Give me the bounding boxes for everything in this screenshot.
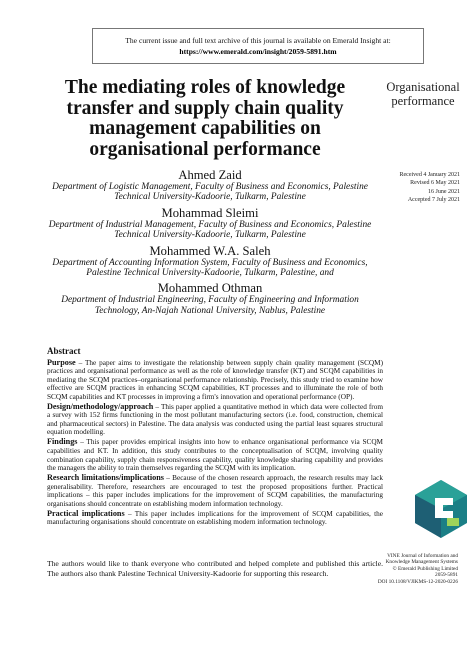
author-name: Ahmed Zaid [178,168,242,182]
section-label: Findings [47,437,78,447]
abstract-section [47,438,383,472]
author-name: Mohammed Othman [157,281,263,296]
date-received: Received 4 January 2021 [399,172,460,178]
journal-line: © Emerald Publishing Limited [392,565,458,572]
date-revised: Revised 6 May 2021 [410,180,460,187]
crossmark-icon[interactable] [413,478,469,540]
section-text: – Because of the chosen research approach, the research results may lack generalisability. Therefore, researchers are encouraged to test the proposed propositions further. Practical implications – this paper includes implications for the improvement of SCQM capabilities, the manufacturing organisations should concentrate on establishing modern information technology. [47,474,383,508]
abstract-section [47,510,383,527]
section-text: – This paper provides empirical insights into how to enhance organisational performance via SCQM capabilities and KT. In addition, this study contributes to the conceptualisation of SCQM, involving quality combination capability, supply chain responsiveness capability, quality knowledge sharing capability and provides the managers the ability to train themselves regarding the SCQM with its implication. [47,438,383,473]
abstract-section [47,403,383,437]
author-name: Mohammad Sleimi [161,205,259,220]
abstract-section [47,359,383,402]
author-affiliation: Department of Industrial Engineering, Faculty of Engineering and Information Technology, An-Najah National University, Nablus, Palestine [61,295,359,316]
section-label: Design/methodology/approach [47,401,154,411]
journal-line: 2059-5891 [435,572,458,579]
author-list [40,168,380,319]
section-label: Purpose [47,357,76,367]
section-label: Practical implications [47,508,125,518]
access-notice-text: The current issue and full text archive of this journal is available on Emerald Insight at: [125,36,391,45]
journal-url-link[interactable]: https://www.emerald.com/insight/2059-5891.htm [179,47,337,56]
date-revised-2: 16 June 2021 [428,188,460,195]
section-text: – The paper aims to investigate the relationship between supply chain quality management (SCQM) practices and organisational performance as well as the role of knowledge transfer (KT) and SCQM capabilities in mediating the SCQM practices–organisational performance relationship. Precisely, this study tried to examine how effective are SCQM practices in enhancing SCQM capabilities, KT processes and to illuminate the role of both SCQM capabilities and KT processes in improving a firm's innovation and operational performance (OP). [47,358,383,401]
access-notice [92,28,424,64]
crossmark-icon-graphic [413,478,469,540]
author-name: Mohammed W.A. Saleh [149,243,271,258]
doi-link[interactable]: DOI 10.1108/VJIKMS-12-2020-0226 [377,578,458,585]
abstract-section [47,474,383,508]
author-affiliation: Department of Industrial Management, Faculty of Business and Economics, Palestine Technical University-Kadoorie, Tulkarm, Palestine [48,219,372,241]
section-label: Research limitations/implications [47,473,164,483]
journal-line: Knowledge Management Systems [385,559,458,566]
section-text: – This paper includes implications for the improvement of SCQM capabilities, the manufacturing organisations should concentrate on establishing modern information technology. [47,509,383,527]
abstract [47,347,383,528]
date-accepted: Accepted 7 July 2021 [407,196,460,203]
running-head: Organisational performance [386,80,460,108]
author-affiliation: Department of Logistic Management, Faculty of Business and Economics, Palestine Technical University-Kadoorie, Tulkarm, Palestine [52,182,368,203]
journal-line: VINE Journal of Information and [387,553,458,559]
acknowledgement-footnote: The authors would like to thank everyone who contributed and helped complete and published this article. The authors also thank Palestine Technical University-Kadoorie for supporting this research. [47,559,383,578]
section-text: – This paper applied a quantitative method in which data were collected from a survey with 152 firms functioning in the most pollutant manufacturing sectors (i.e. food, construction, chemical and pharmaceutical sectors) in Palestine. The data analysis was conducted using the partial least squares structural equation modelling. [47,402,383,437]
author-affiliation: Department of Accounting Information System, Faculty of Business and Economics, Palestine Technical University-Kadoorie, Tulkarm, Palestine, and [52,257,368,279]
article-title: The mediating roles of knowledge transfer and supply chain quality management capabilities on organisational performance [64,77,346,160]
journal-info [352,553,458,585]
abstract-heading: Abstract [47,346,81,356]
